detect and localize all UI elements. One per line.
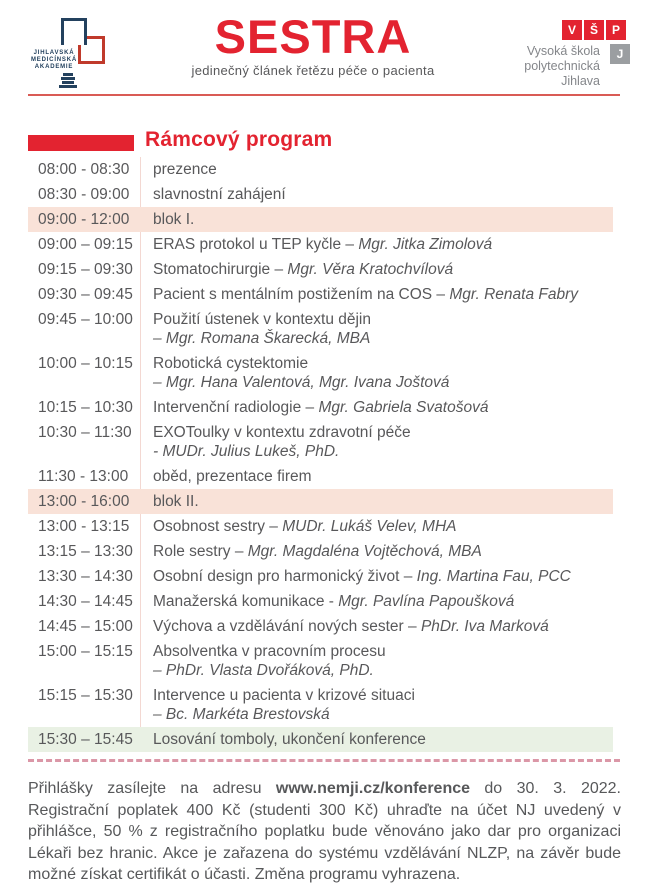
vsp-name-line1: Vysoká škola	[526, 44, 600, 58]
session-line: - MUDr. Julius Lukeš, PhD.	[153, 443, 340, 460]
session-description	[140, 614, 613, 639]
schedule	[28, 157, 613, 752]
vsp-tile-v: V	[562, 20, 582, 40]
schedule-row	[28, 282, 613, 307]
vsp-tile-j: J	[610, 44, 630, 64]
time-range: 11:30 - 13:00	[38, 468, 129, 485]
session-line: Stomatochirurgie – Mgr. Věra Kratochvílová	[153, 261, 454, 278]
schedule-row	[28, 727, 613, 752]
session-line: ERAS protokol u TEP kyčle – Mgr. Jitka Zimolová	[153, 236, 493, 253]
jma-logo-line2: MEDICÍNSKÁ	[30, 57, 77, 63]
schedule-row	[28, 207, 613, 232]
vsp-name-line2: polytechnická	[524, 59, 600, 73]
session-description	[140, 157, 613, 182]
session-description	[140, 232, 613, 257]
jma-logo-blue-square-icon	[61, 18, 87, 45]
session-line: Pacient s mentálním postižením na COS – Mgr. Renata Fabry	[153, 286, 578, 303]
time-range: 14:45 – 15:00	[38, 618, 133, 635]
session-description	[140, 639, 613, 683]
session-line: – Bc. Markéta Brestovská	[153, 706, 330, 723]
page-header	[0, 0, 651, 96]
schedule-row	[28, 157, 613, 182]
vsp-letter-tiles	[562, 20, 626, 40]
session-description	[140, 351, 613, 395]
schedule-row	[28, 351, 613, 395]
schedule-row	[28, 257, 613, 282]
registration-link[interactable]: www.nemji.cz/konference	[275, 780, 471, 797]
session-line: Manažerská komunikace - Mgr. Pavlína Papoušková	[153, 593, 515, 610]
session-line: Osobní design pro harmonický život – Ing. Martina Fau, PCC	[153, 568, 571, 585]
schedule-row	[28, 420, 613, 464]
time-range: 14:30 – 14:45	[38, 593, 133, 610]
session-description	[140, 564, 613, 589]
schedule-row	[28, 182, 613, 207]
session-line: Absolventka v pracovním procesu	[153, 643, 386, 660]
session-line: EXOToulky v kontextu zdravotní péče	[153, 424, 411, 441]
heading-red-bar	[28, 135, 134, 151]
time-range: 13:00 - 13:15	[38, 518, 130, 535]
time-range: 08:00 - 08:30	[38, 161, 130, 178]
session-description	[140, 395, 613, 420]
jma-logo-line3: AKADEMIE	[34, 64, 74, 70]
session-description	[140, 282, 613, 307]
session-description	[140, 257, 613, 282]
vsp-tile-p: P	[606, 20, 626, 40]
time-range: 13:30 – 14:30	[38, 568, 133, 585]
time-range: 15:15 – 15:30	[38, 687, 133, 704]
session-line: prezence	[153, 161, 217, 178]
schedule-row	[28, 464, 613, 489]
time-range: 15:00 – 15:15	[38, 643, 133, 660]
books-icon	[58, 72, 78, 90]
vsp-name	[524, 44, 600, 89]
session-line: blok I.	[153, 211, 195, 228]
schedule-row	[28, 564, 613, 589]
session-line: oběd, prezentace firem	[153, 468, 312, 485]
vsp-name-line3: Jihlava	[561, 74, 600, 88]
session-line: Losování tomboly, ukončení konference	[153, 731, 426, 748]
session-description	[140, 589, 613, 614]
session-line: – Mgr. Hana Valentová, Mgr. Ivana Joštová	[153, 374, 450, 391]
conference-logo	[113, 12, 513, 78]
session-description	[140, 539, 613, 564]
schedule-row	[28, 514, 613, 539]
schedule-row	[28, 489, 613, 514]
session-description	[140, 683, 613, 727]
schedule-row	[28, 232, 613, 257]
session-line: – PhDr. Vlasta Dvořáková, PhD.	[153, 662, 374, 679]
time-range: 15:30 – 15:45	[38, 731, 133, 748]
time-range: 10:15 – 10:30	[38, 399, 133, 416]
registration-text-after: do 30. 3. 2022. Registrační poplatek 400 Kč (studenti 300 Kč) uhraďte na účet NJ uvedený v přihlášce, 50 % z registračního poplatku bude věnováno jako dar pro organizaci Lékaři bez hranic. Akce je zařazena do systému vzdělávání NLZP, na závěr bude možné získat certifikát o účasti. Změna programu vyhrazena.	[28, 780, 621, 883]
registration-paragraph	[28, 778, 621, 886]
conference-title: SESTRA	[214, 10, 412, 63]
jma-logo-line1: JIHLAVSKÁ	[33, 50, 75, 56]
vsp-university-logo	[496, 20, 626, 90]
time-range: 10:00 – 10:15	[38, 355, 133, 372]
session-line: blok II.	[153, 493, 199, 510]
session-description	[140, 307, 613, 351]
program-heading	[28, 128, 620, 152]
session-line: Role sestry – Mgr. Magdaléna Vojtěchová, MBA	[153, 543, 482, 560]
session-line: – Mgr. Romana Škarecká, MBA	[153, 330, 371, 347]
session-line: Intervence u pacienta v krizové situaci	[153, 687, 415, 704]
session-line: Robotická cystektomie	[153, 355, 309, 372]
session-description	[140, 514, 613, 539]
time-range: 08:30 - 09:00	[38, 186, 130, 203]
jma-logo-text	[28, 50, 80, 71]
time-range: 09:00 - 12:00	[38, 211, 130, 228]
program-title: Rámcový program	[145, 128, 333, 151]
session-line: slavnostní zahájení	[153, 186, 286, 203]
time-range: 13:15 – 13:30	[38, 543, 133, 560]
time-range: 09:00 – 09:15	[38, 236, 133, 253]
time-range: 09:45 – 10:00	[38, 311, 133, 328]
time-range: 09:30 – 09:45	[38, 286, 133, 303]
session-line: Použití ústenek v kontextu dějin	[153, 311, 371, 328]
session-description	[140, 727, 613, 752]
session-description	[140, 182, 613, 207]
time-range: 09:15 – 09:30	[38, 261, 133, 278]
schedule-row	[28, 395, 613, 420]
session-line: Výchova a vzdělávání nových sester – PhDr. Iva Marková	[153, 618, 549, 635]
schedule-row	[28, 307, 613, 351]
dashed-divider-line	[28, 759, 620, 762]
schedule-row	[28, 639, 613, 683]
header-divider-line	[28, 94, 620, 96]
conference-tagline: jedinečný článek řetězu péče o pacienta	[191, 63, 435, 78]
time-range: 10:30 – 11:30	[38, 424, 132, 441]
session-line: Osobnost sestry – MUDr. Lukáš Velev, MHA	[153, 518, 457, 535]
vsp-tile-s: Š	[584, 20, 604, 40]
registration-text-before: Přihlášky zasílejte na adresu	[28, 780, 276, 797]
schedule-row	[28, 589, 613, 614]
session-description	[140, 207, 613, 232]
session-line: Intervenční radiologie – Mgr. Gabriela Svatošová	[153, 399, 489, 416]
schedule-row	[28, 614, 613, 639]
session-description	[140, 489, 613, 514]
schedule-row	[28, 683, 613, 727]
schedule-row	[28, 539, 613, 564]
time-range: 13:00 - 16:00	[38, 493, 130, 510]
session-description	[140, 420, 613, 464]
session-description	[140, 464, 613, 489]
